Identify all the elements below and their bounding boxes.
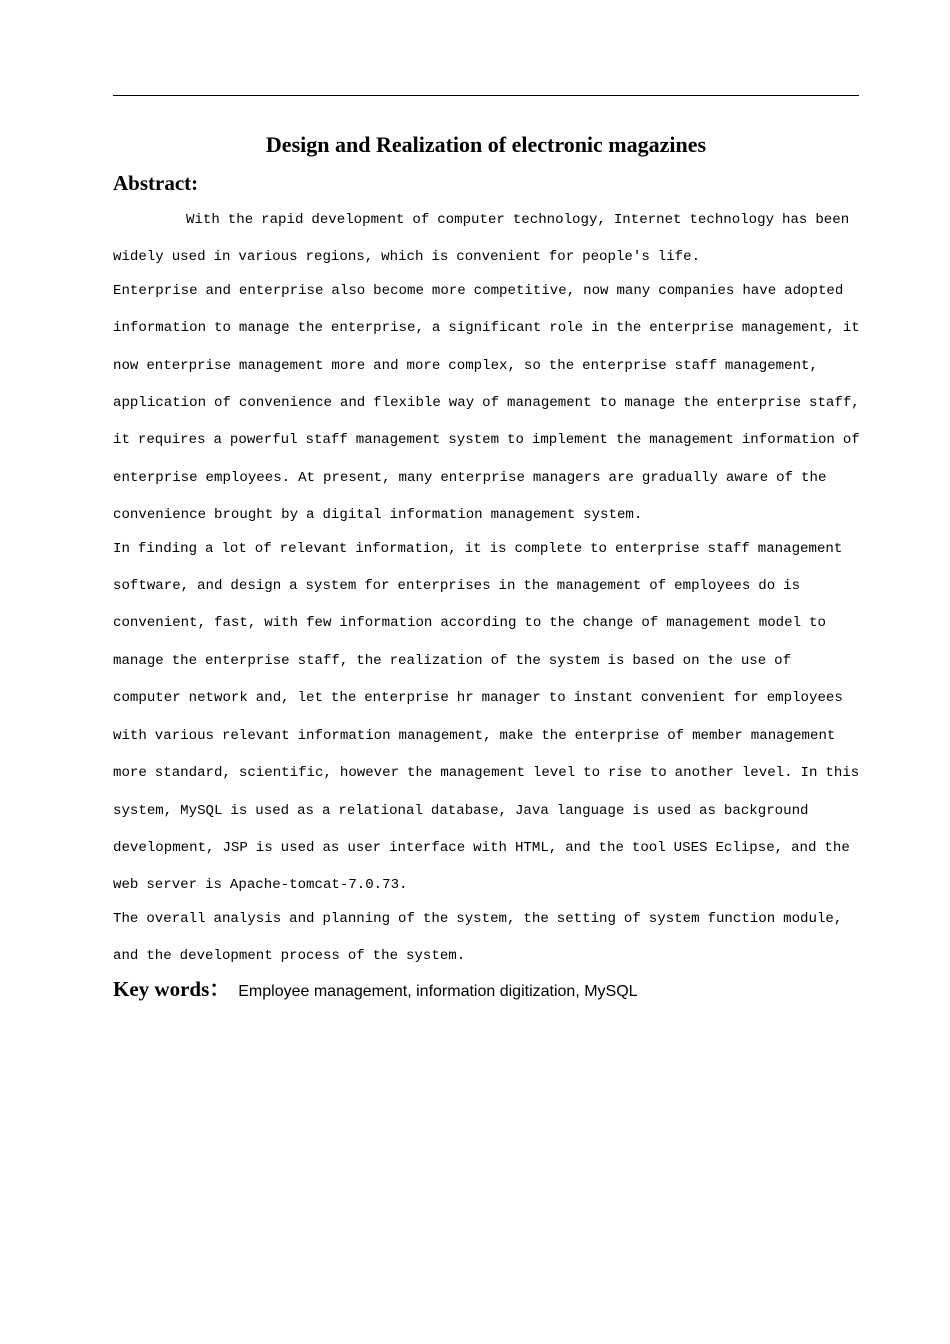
paragraph-line: software, and design a system for enterprises in the management of employees do is <box>113 578 801 595</box>
paragraph-line: widely used in various regions, which is convenient for people's life. <box>113 249 701 266</box>
abstract-paragraph-3 <box>113 531 873 905</box>
paragraph-line: it requires a powerful staff management system to implement the management information of <box>113 432 860 449</box>
paragraph-line: web server is Apache-tomcat-7.0.73. <box>113 877 408 894</box>
paragraph-line: information to manage the enterprise, a significant role in the enterprise management, it <box>113 320 860 337</box>
paragraph-line: The overall analysis and planning of the system, the setting of system function module, <box>113 910 843 927</box>
abstract-body <box>113 202 873 972</box>
paragraph-line: convenience brought by a digital information management system. <box>113 507 643 524</box>
paragraph-line: With the rapid development of computer technology, Internet technology has been <box>186 212 850 228</box>
paragraph-line: and the development process of the system. <box>113 948 466 965</box>
paragraph-line: manage the enterprise staff, the realization of the system is based on the use of <box>113 652 792 669</box>
paragraph-line: more standard, scientific, however the management level to rise to another level. In this <box>113 765 860 782</box>
header-rule <box>113 95 859 96</box>
keywords-label: Key words： <box>113 977 231 1001</box>
abstract-paragraph-4 <box>113 901 873 976</box>
paragraph-line: now enterprise management more and more complex, so the enterprise staff management, <box>113 357 818 374</box>
paragraph-line: enterprise employees. At present, many enterprise managers are gradually aware of the <box>113 469 827 486</box>
abstract-paragraph-2 <box>113 273 873 535</box>
document-title: Design and Realization of electronic magazines <box>265 132 707 157</box>
paragraph-line: application of convenience and flexible way of management to manage the enterprise staff, <box>113 395 860 412</box>
paragraph-line: convenient, fast, with few information according to the change of management model to <box>113 615 826 632</box>
keywords <box>113 975 638 1006</box>
keywords-value: Employee management, information digitization, MySQL <box>238 983 638 1000</box>
paragraph-line: In finding a lot of relevant information, it is complete to enterprise staff management <box>113 540 843 557</box>
paragraph-line: development, JSP is used as user interface with HTML, and the tool USES Eclipse, and the <box>113 839 850 856</box>
paragraph-line: with various relevant information management, make the enterprise of member management <box>113 727 836 744</box>
paragraph-line: Enterprise and enterprise also become more competitive, now many companies have adopted <box>113 282 844 299</box>
paragraph-line: computer network and, let the enterprise hr manager to instant convenient for employees <box>113 690 843 707</box>
paragraph-line: system, MySQL is used as a relational database, Java language is used as background <box>113 802 809 819</box>
abstract-heading: Abstract: <box>113 171 199 195</box>
abstract-paragraph-1 <box>113 202 873 277</box>
